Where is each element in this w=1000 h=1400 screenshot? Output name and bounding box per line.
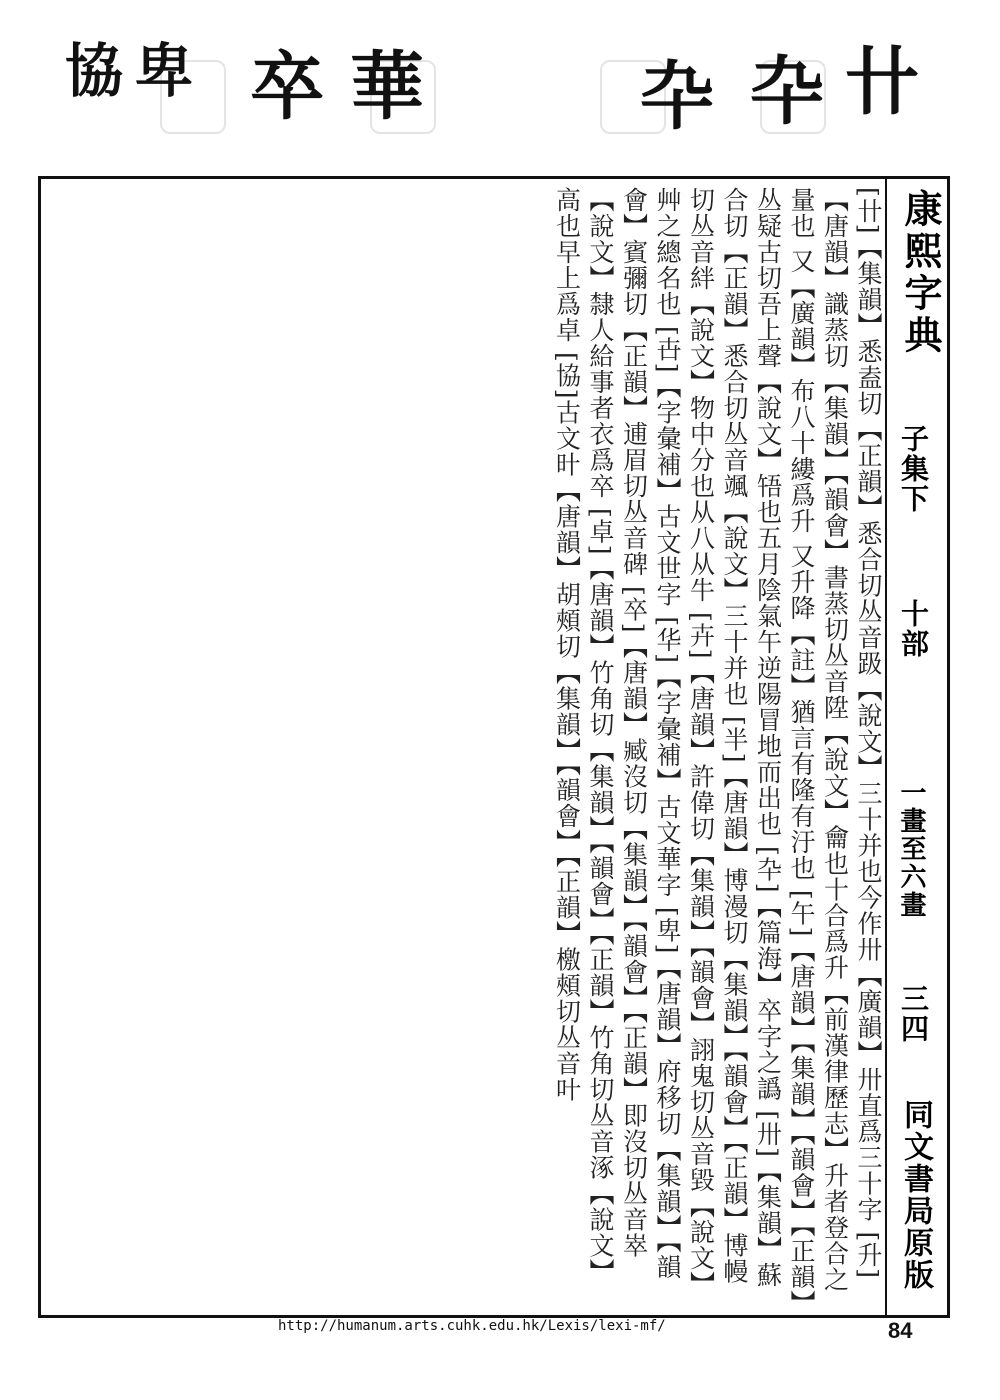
dictionary-body-text: [卄]【集韻】悉盍切【正韻】悉合切丛音趿【說文】三十并也今作卅【廣韻】卅直爲三十字 [升]【唐韻】識蒸切【集韻】【韻會】書蒸切丛音陞【說文】龠也十合爲升【前漢律歷志】升者登合之量也 又【廣韻】布八十縷爲升 又升降【註】猶言有隆有汙也 [午]【唐韻】【集韻】【韻會】【正韻】丛疑古切吾上聲【說文】啎也五月陰氣午逆陽冒地而出也 [卆]【篇海】卒字之譌 [卅]【集韻】蘇合切【正韻】悉合切丛音颯【說文】三十并也 [半]【唐韻】博漫切【集韻】【韻會】【正韻】博幔切丛音絆【說文】物中分也从八从牛 [卉]【唐韻】許偉切【集韻】【韻會】詡鬼切丛音毀【說文】艸之總名也 [卋]【字彙補】古文世字 [华]【字彙補】古文華字 [卑]【唐韻】府移切【集韻】【韻會】賓彌切【正韻】逋眉切丛音碑 [卒]【唐韻】臧沒切【集韻】【韻會】【正韻】即沒切丛音崒【說文】隸人給事者衣爲卒 [卓]【唐韻】竹角切【集韻】【韻會】【正韻】竹角切丛音涿【說文】高也早上爲卓 [協]古文旪【唐韻】胡頰切【集韻】【韻會】【正韻】檄頰切丛音叶 <box>552 187 883 1304</box>
seal-glyph-zu-alt: 卆 <box>750 49 824 135</box>
source-url-link[interactable]: http://humanum.arts.cuhk.edu.hk/Lexis/lexi-mf/ <box>278 1318 666 1334</box>
radical-label: 十部 <box>897 599 930 659</box>
publisher-label: 同文書局原版 <box>898 1099 933 1291</box>
seal-glyph-zu: 卒 <box>250 44 324 130</box>
seal-glyph-zu-variant: 卆 <box>640 54 714 140</box>
seal-glyph-xie: 協 <box>55 40 123 102</box>
seal-glyph-bei: 卑 <box>125 40 193 102</box>
dictionary-page-frame <box>38 176 950 1318</box>
page-side-band <box>885 179 947 1315</box>
seal-script-header <box>40 20 920 170</box>
seal-glyph-hua: 華 <box>350 44 424 130</box>
seal-glyph-nian: 卄 <box>845 39 919 125</box>
folio-number: 三四 <box>897 984 930 1044</box>
book-title: 康熙字典 <box>898 189 943 357</box>
page-number: 84 <box>888 1318 913 1343</box>
section-label: 子集下 <box>897 424 930 514</box>
stroke-range-label: 一畫至六畫 <box>896 779 926 919</box>
